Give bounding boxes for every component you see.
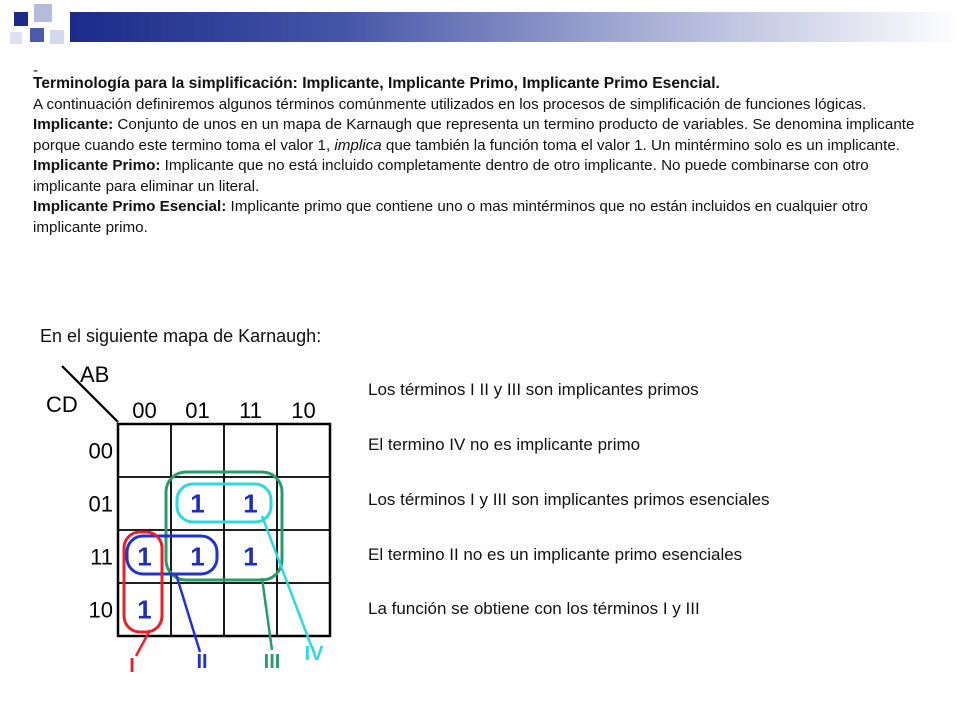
row-label: 01 [88, 491, 113, 517]
header-square-pale [50, 30, 64, 44]
kmap-one: 1 [243, 488, 258, 519]
kmap-one: 1 [190, 488, 205, 519]
dash: - [33, 62, 39, 79]
doc-intro: A continuación definiremos algunos términos comúnmente utilizados en los procesos de simplificación de funciones lógicas. [33, 95, 867, 113]
kmap-one: 1 [243, 541, 258, 572]
row-label: 10 [88, 597, 113, 623]
doc-title: Terminología para la simplificación: Implicante, Implicante Primo, Implicante Primo Esencial. [33, 75, 720, 92]
col-var-label: AB [80, 362, 110, 387]
col-label: 11 [239, 398, 262, 423]
def-implicante-primo-esencial: Implicante Primo Esencial: Implicante primo que contiene uno o mas mintérminos que no están incluidos en cualquier otro implicante primo. [33, 198, 868, 236]
kmap-one: 1 [190, 541, 205, 572]
karnaugh-map [0, 360, 360, 680]
def-term: Implicante Primo Esencial: [33, 198, 227, 215]
group-label-i: I [129, 655, 135, 677]
def-implicante-primo: Implicante Primo: Implicante que no está incluido completamente dentro de otro implicante. No puede combinarse con otro implicante para eliminar un literal. [33, 157, 869, 195]
group-label-iii: III [263, 651, 281, 673]
group-labels [129, 643, 324, 677]
kmap-one: 1 [137, 541, 152, 572]
header-gradient-bar [70, 12, 960, 42]
group-label-iv: IV [304, 643, 324, 665]
def-term: Implicante Primo: [33, 157, 161, 174]
header-square-dark [14, 12, 28, 26]
leader-line-iii [262, 578, 272, 650]
def-implicante: Implicante: Conjunto de unos en un mapa de Karnaugh que representa un termino producto de variables. Se denomina implicante porque cuando este termino toma el valor 1, implica que también la función toma el valor 1. Un mintérmino solo es un implicante. [33, 116, 915, 154]
row-labels [89, 439, 113, 623]
leader-line-ii [176, 574, 200, 652]
col-label: 01 [185, 398, 210, 423]
column-labels [132, 398, 315, 423]
col-label: 00 [132, 398, 157, 423]
header-square-mid [30, 28, 44, 42]
definitions-block [33, 62, 933, 238]
header-square-pale2 [10, 32, 22, 44]
kmap-ones [137, 489, 257, 625]
kmap-intro: En el siguiente mapa de Karnaugh: [40, 326, 322, 346]
kmap-one: 1 [137, 594, 152, 625]
row-label: 00 [88, 438, 113, 464]
group-label-ii: II [196, 651, 208, 673]
statement-4: El termino II no es un implicante primo esenciales [368, 545, 743, 564]
def-term: Implicante: [33, 116, 114, 133]
header-square-light [34, 4, 52, 22]
leader-line-i [136, 630, 150, 656]
col-label: 10 [291, 398, 316, 423]
row-label: 11 [90, 544, 113, 570]
row-var-label: CD [46, 392, 78, 417]
statement-3: Los términos I y III son implicantes primos esenciales [368, 490, 770, 509]
statement-2: El termino IV no es implicante primo [368, 435, 641, 454]
statement-1: Los términos I II y III son implicantes primos [368, 380, 699, 399]
statement-5: La función se obtiene con los términos I y III [368, 599, 700, 618]
